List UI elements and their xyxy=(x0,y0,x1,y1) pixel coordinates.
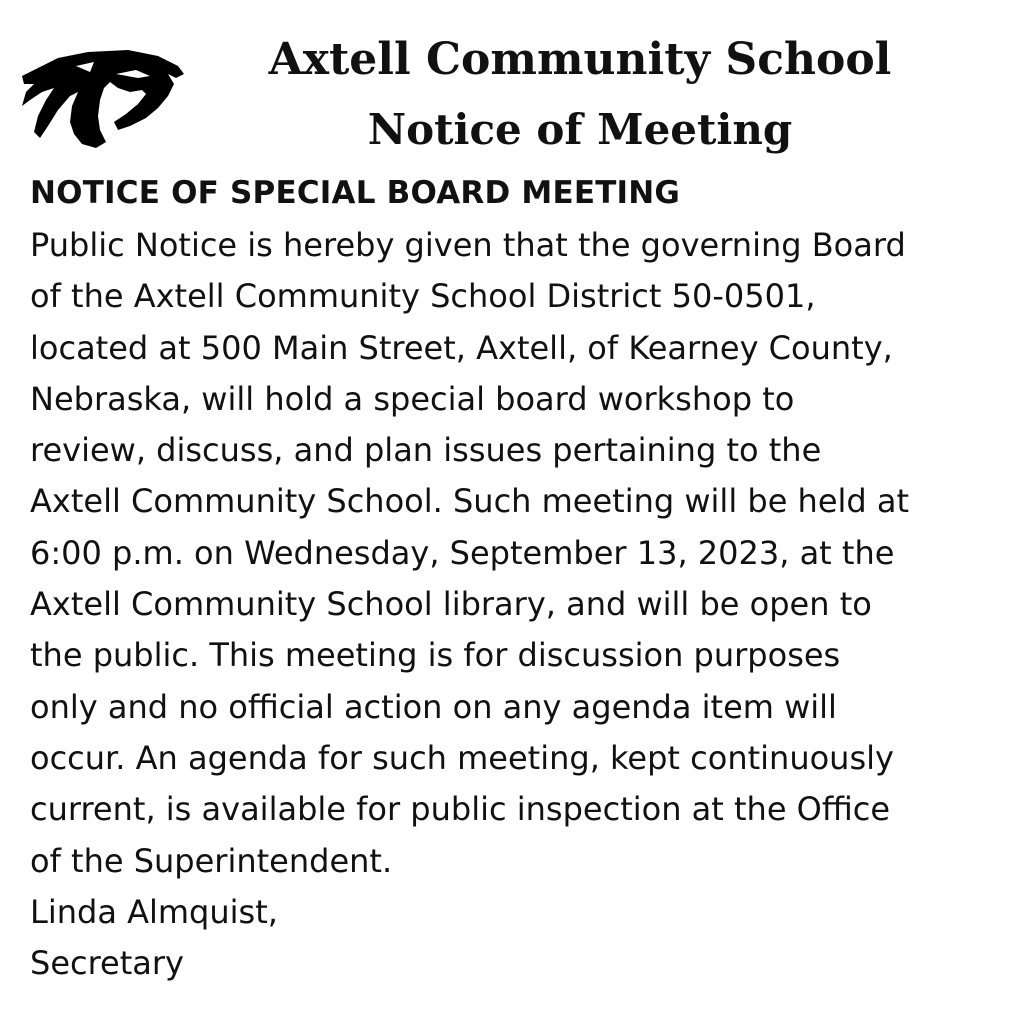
notice-line: located at 500 Main Street, Axtell, of Kearney County, xyxy=(30,328,893,367)
page-title: Axtell Community School xyxy=(268,34,892,85)
notice-heading: NOTICE OF SPECIAL BOARD MEETING xyxy=(30,175,681,211)
notice-line: of the Axtell Community School District 50-0501, xyxy=(30,277,816,316)
notice-line: Public Notice is hereby given that the governing Board xyxy=(30,226,906,264)
notice-line: of the Superintendent. xyxy=(30,841,393,880)
notice-body xyxy=(30,220,909,989)
notice-line: 6:00 p.m. on Wednesday, September 13, 2023, at the xyxy=(30,533,895,572)
notice-line: review, discuss, and plan issues pertaining to the xyxy=(30,431,822,470)
notice-line: Nebraska, will hold a special board workshop to xyxy=(30,379,795,418)
notice-line: occur. An agenda for such meeting, kept continuously xyxy=(30,738,894,777)
signature-title: Secretary xyxy=(30,944,184,983)
notice-line: only and no official action on any agenda item will xyxy=(30,687,837,726)
notice-line: Axtell Community School. Such meeting will be held at xyxy=(30,482,910,521)
signature-name: Linda Almquist, xyxy=(30,892,278,931)
notice-line: current, is available for public inspection at the Office xyxy=(30,790,891,829)
page-subtitle: Notice of Meeting xyxy=(367,105,793,154)
wildcat-ac-logo-icon xyxy=(18,44,186,152)
notice-line: the public. This meeting is for discussion purposes xyxy=(30,636,841,675)
notice-line: Axtell Community School library, and will be open to xyxy=(30,585,872,624)
